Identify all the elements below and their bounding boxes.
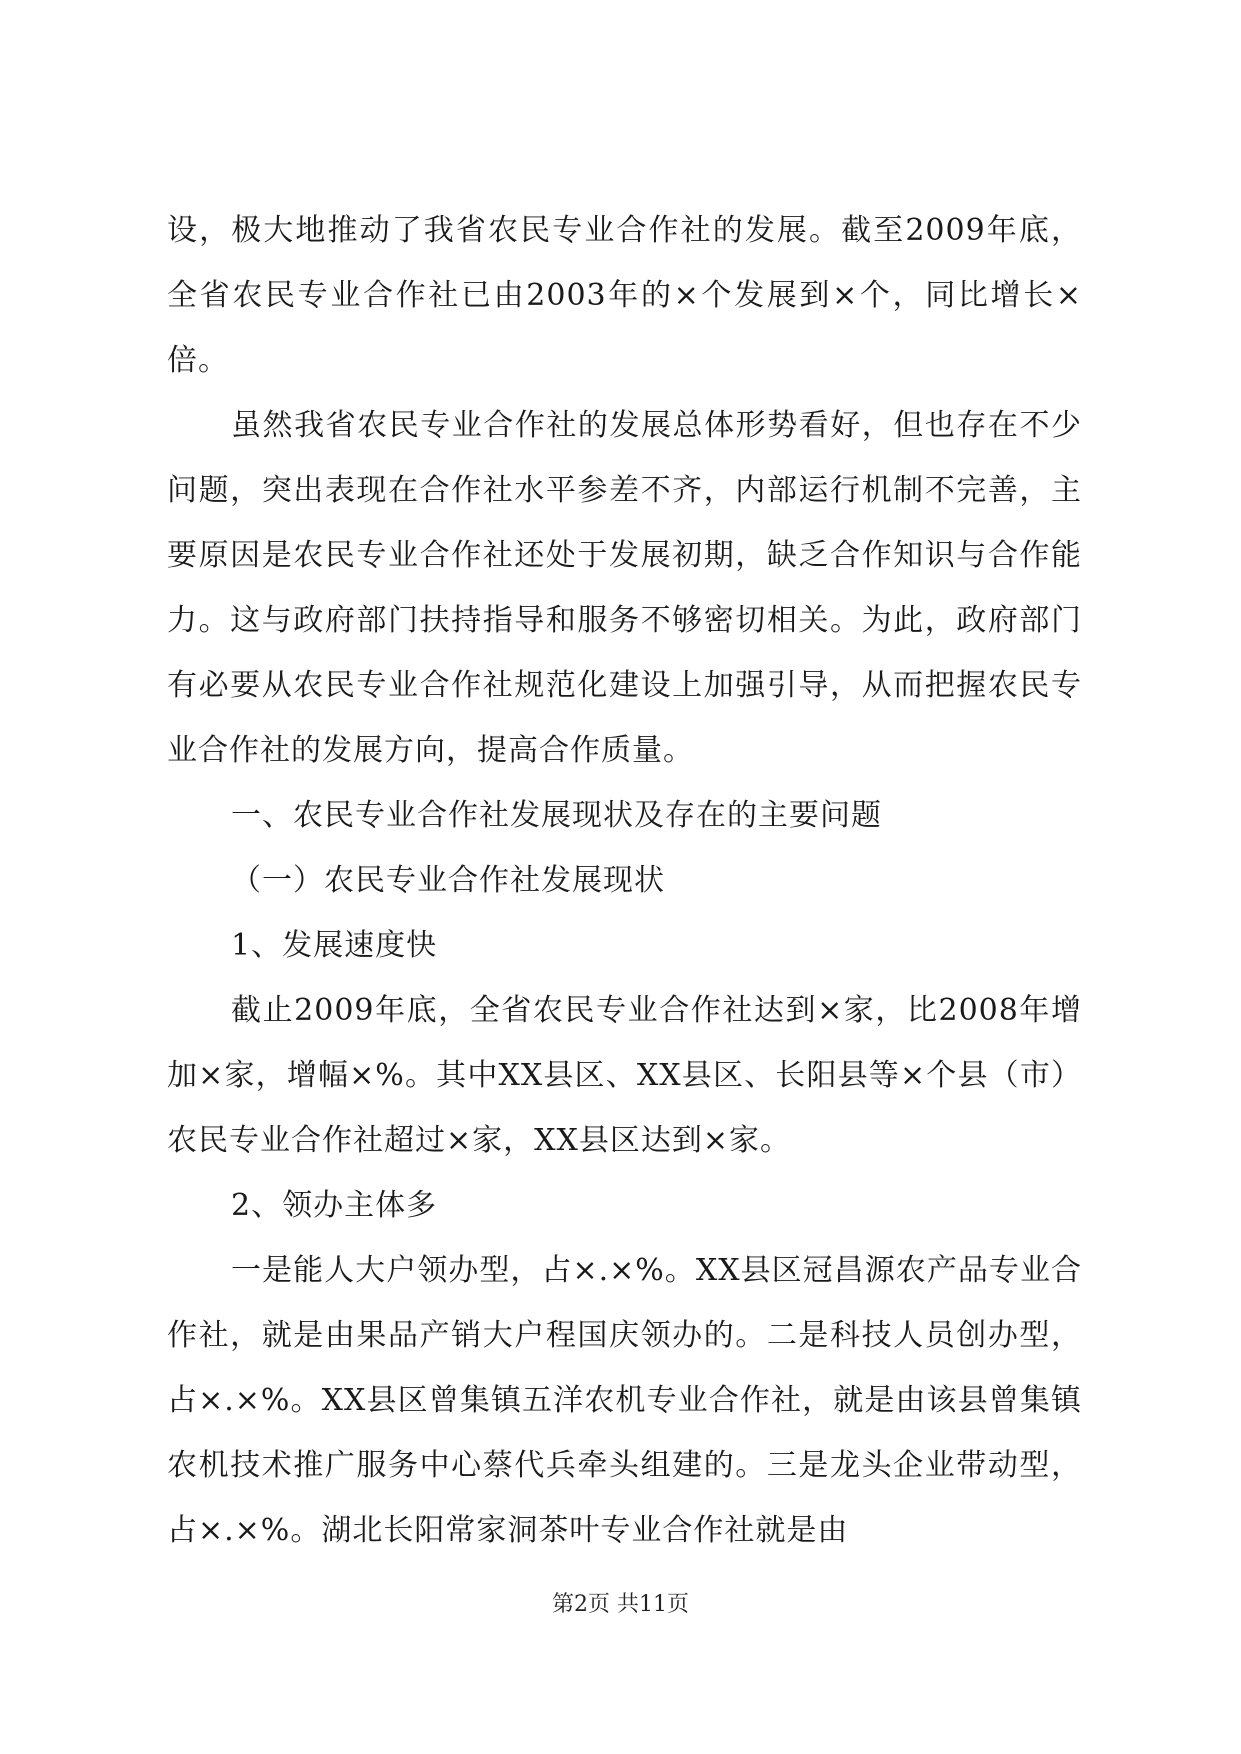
paragraph-subjects: 一是能人大户领办型，占×.×%。XX县区冠昌源农产品专业合作社，就是由果品产销大户程国庆领办的。二是科技人员创办型，占×.×%。XX县区曾集镇五洋农机专业合作社，就是由该县曾集镇农机技术推广服务中心蔡代兵牵头组建的。三是龙头企业带动型，占×.×%。湖北长阳常家洞茶叶专业合作社就是由 [167, 1253, 1082, 1548]
section-heading: 一、农民专业合作社发展现状及存在的主要问题 [231, 798, 882, 833]
item-heading-speed: 1、发展速度快 [231, 928, 438, 963]
item-heading-subjects: 2、领办主体多 [231, 1188, 438, 1223]
document-body [167, 198, 1082, 1563]
paragraph-speed: 截止2009年底，全省农民专业合作社达到×家，比2008年增加×家，增幅×%。其中XX县区、XX县区、长阳县等×个县（市）农民专业合作社超过×家，XX县区达到×家。 [167, 993, 1082, 1158]
page-number-footer: 第2页 共11页 [552, 1592, 689, 1617]
subsection-heading: （一）农民专业合作社发展现状 [231, 863, 665, 898]
paragraph-problems-overview: 虽然我省农民专业合作社的发展总体形势看好，但也存在不少问题，突出表现在合作社水平参差不齐，内部运行机制不完善，主要原因是农民专业合作社还处于发展初期，缺乏合作知识与合作能力。这与政府部门扶持指导和服务不够密切相关。为此，政府部门有必要从农民专业合作社规范化建设上加强引导，从而把握农民专业合作社的发展方向，提高合作质量。 [167, 408, 1082, 768]
paragraph-continuation: 设，极大地推动了我省农民专业合作社的发展。截至2009年底，全省农民专业合作社已由2003年的×个发展到×个，同比增长×倍。 [167, 213, 1082, 378]
